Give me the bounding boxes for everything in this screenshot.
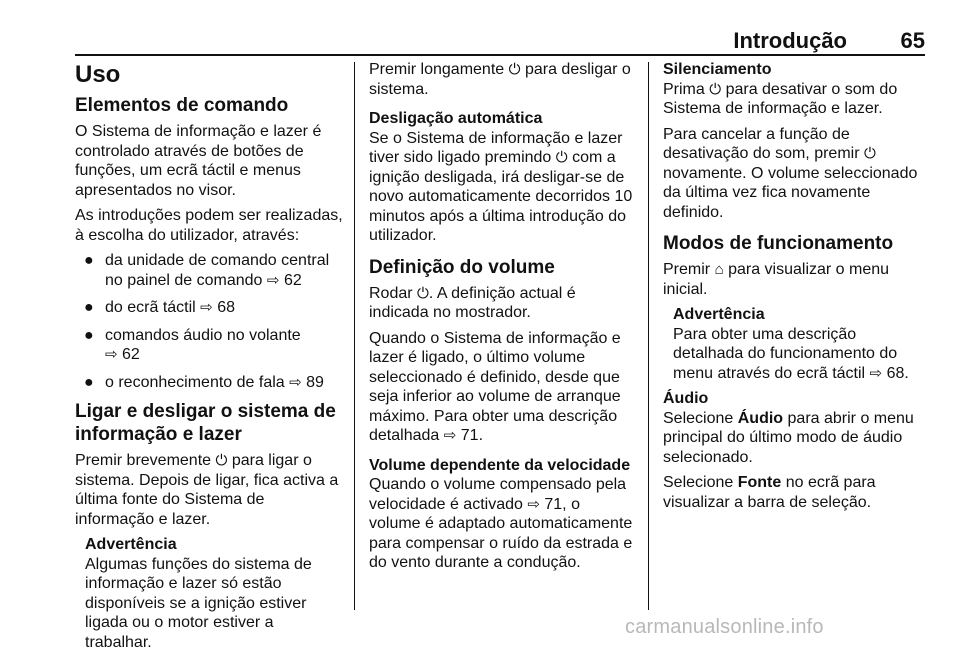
paragraph: Prima ⏻ para desativar o som do Sistema de informação e lazer. bbox=[663, 80, 929, 119]
note-text: Para obter uma descrição detalhada do funcionamento do menu através do ecrã táctil ⇨ 68. bbox=[673, 325, 929, 384]
power-icon: ⏻ bbox=[509, 61, 521, 78]
power-icon: ⏻ bbox=[417, 285, 429, 302]
paragraph: Selecione Fonte no ecrã para visualizar a barra de seleção. bbox=[663, 473, 929, 512]
column-divider bbox=[354, 62, 355, 610]
note-box bbox=[75, 535, 343, 652]
section-heading: Elementos de comando bbox=[75, 94, 343, 117]
bullet-list bbox=[75, 251, 343, 392]
page-ref-icon: ⇨ bbox=[444, 427, 457, 444]
paragraph: Quando o Sistema de informação e lazer é ligado, o último volume seleccionado é definido, desde que seja inferior ao volume de arranque máximo. Para obter uma descrição detalhada ⇨ 71. bbox=[369, 329, 635, 446]
page-ref-icon: ⇨ bbox=[870, 365, 883, 382]
power-icon: ⏻ bbox=[709, 81, 721, 98]
bullet-icon: ● bbox=[84, 251, 94, 271]
section-heading: Ligar e desligar o sistema de informação e lazer bbox=[75, 400, 343, 446]
page-ref[interactable]: 68 bbox=[217, 299, 235, 316]
page-header bbox=[75, 28, 925, 54]
page-ref-icon: ⇨ bbox=[105, 346, 118, 363]
page-ref-icon: ⇨ bbox=[267, 272, 280, 289]
note-title: Advertência bbox=[673, 305, 929, 325]
column-3 bbox=[663, 60, 929, 518]
column-divider bbox=[648, 62, 649, 610]
paragraph: Premir brevemente ⏻ para ligar o sistema. Depois de ligar, fica activa a última fonte do Sistema de informação e lazer. bbox=[75, 451, 343, 529]
list-item: ● da unidade de comando central no painel de comando ⇨ 62 bbox=[75, 251, 343, 290]
paragraph: Se o Sistema de informação e lazer tiver sido ligado premindo ⏻ com a ignição desligada, irá desligar-se de novo automaticamente decorridos 10 minutos após a última introdução do utilizador. bbox=[369, 129, 635, 246]
section-heading: Definição do volume bbox=[369, 256, 635, 279]
page-ref[interactable]: 89 bbox=[306, 374, 324, 391]
list-item: ● do ecrã táctil ⇨ 68 bbox=[75, 298, 343, 318]
paragraph: As introduções podem ser realizadas, à escolha do utilizador, através: bbox=[75, 206, 343, 245]
page-ref[interactable]: 62 bbox=[122, 346, 140, 363]
paragraph: Premir longamente ⏻ para desligar o sistema. bbox=[369, 60, 635, 99]
bullet-icon: ● bbox=[84, 326, 94, 346]
paragraph: Rodar ⏻. A definição actual é indicada no mostrador. bbox=[369, 284, 635, 323]
list-item: ● comandos áudio no volante ⇨ 62 bbox=[75, 326, 343, 365]
paragraph: Selecione Áudio para abrir o menu principal do último modo de áudio selecionado. bbox=[663, 409, 929, 468]
list-item: ● o reconhecimento de fala ⇨ 89 bbox=[75, 373, 343, 393]
page-ref[interactable]: 71. bbox=[461, 427, 483, 444]
section-heading: Desligação automática bbox=[369, 109, 635, 129]
power-icon: ⏻ bbox=[216, 452, 228, 469]
note-box bbox=[663, 305, 929, 383]
column-2 bbox=[369, 60, 635, 579]
paragraph: Para cancelar a função de desativação do som, premir ⏻ novamente. O volume seleccionado da última vez fica novamente definido. bbox=[663, 125, 929, 223]
home-icon: ⌂ bbox=[715, 261, 724, 278]
section-heading: Áudio bbox=[663, 389, 929, 409]
page-number: 65 bbox=[901, 28, 925, 54]
paragraph: Premir ⌂ para visualizar o menu inicial. bbox=[663, 260, 929, 299]
power-icon: ⏻ bbox=[556, 149, 568, 166]
page-ref-icon: ⇨ bbox=[200, 299, 213, 316]
page-ref-icon: ⇨ bbox=[527, 496, 540, 513]
section-heading: Silenciamento bbox=[663, 60, 929, 80]
note-text: Algumas funções do sistema de informação e lazer só estão disponíveis se a ignição estiver ligada ou o motor estiver a trabalhar. bbox=[85, 555, 343, 652]
page-ref[interactable]: 71 bbox=[544, 496, 562, 513]
paragraph: Quando o volume compensado pela velocidade é activado ⇨ 71, o volume é adaptado automaticamente para compensar o ruído da estrada e do vento durante a condução. bbox=[369, 475, 635, 573]
watermark: carmanualsonline.info bbox=[625, 616, 824, 639]
page-ref[interactable]: 62 bbox=[284, 272, 302, 289]
power-icon: ⏻ bbox=[864, 145, 876, 162]
column-1 bbox=[75, 60, 343, 652]
page-title: Introdução bbox=[733, 28, 847, 54]
section-heading: Volume dependente da velocidade bbox=[369, 456, 635, 476]
section-title: Uso bbox=[75, 60, 343, 90]
paragraph: O Sistema de informação e lazer é controlado através de botões de funções, um ecrã táctil e menus apresentados no visor. bbox=[75, 122, 343, 200]
bullet-icon: ● bbox=[84, 373, 94, 393]
page-ref-icon: ⇨ bbox=[289, 374, 302, 391]
header-rule bbox=[75, 54, 925, 56]
bullet-icon: ● bbox=[84, 298, 94, 318]
section-heading: Modos de funcionamento bbox=[663, 232, 929, 255]
note-title: Advertência bbox=[85, 535, 343, 555]
page-ref[interactable]: 68. bbox=[887, 365, 909, 382]
